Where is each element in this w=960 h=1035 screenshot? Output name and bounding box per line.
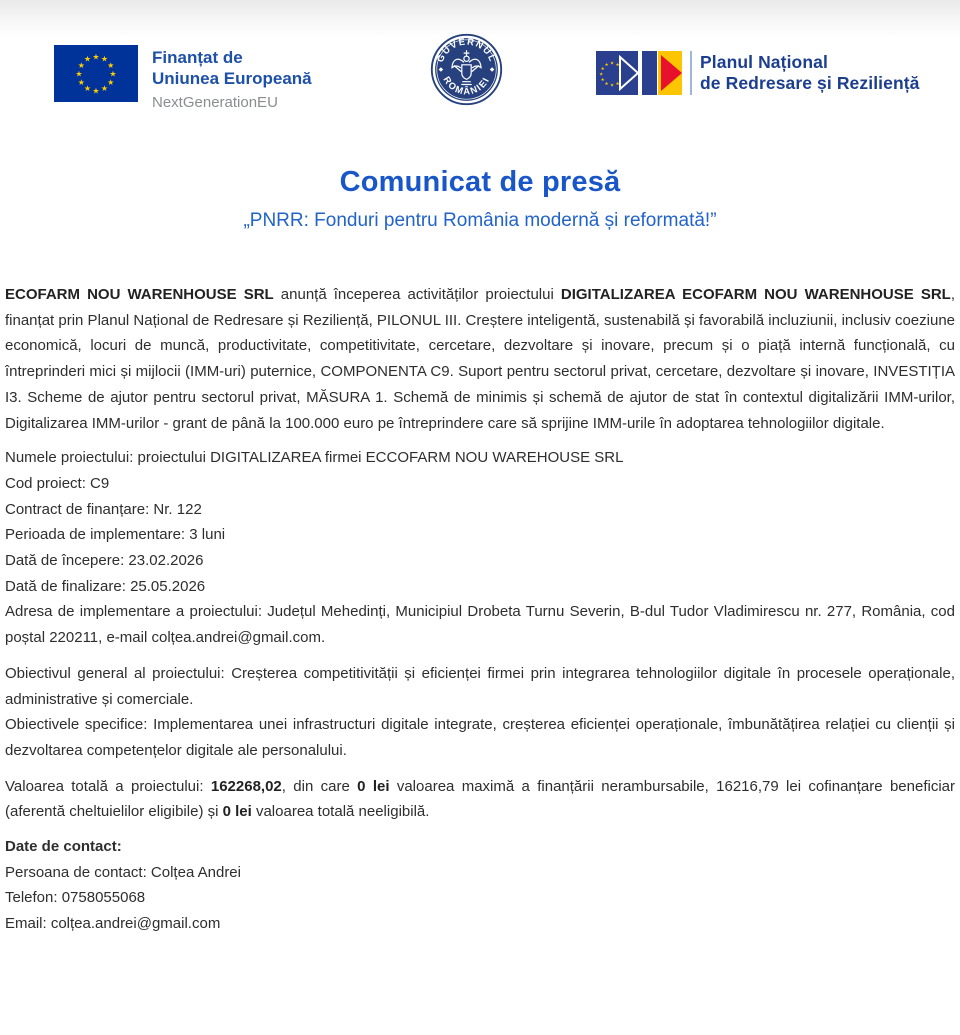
detail-end-date: Dată de finalizare: 25.05.2026 — [5, 577, 206, 595]
gov-seal-arc-bottom: ROMÂNIEI — [441, 74, 492, 97]
contact-email: Email: colțea.andrei@gmail.com — [5, 915, 221, 933]
contact-heading: Date de contact: — [5, 838, 122, 856]
svg-text:★: ★ — [107, 60, 115, 70]
svg-text:★: ★ — [83, 84, 92, 93]
svg-text:★: ★ — [83, 54, 92, 64]
svg-text:★: ★ — [92, 86, 100, 96]
svg-text:★: ★ — [107, 77, 115, 87]
contact-phone: Telefon: 0758055068 — [5, 889, 146, 907]
svg-text:★: ★ — [599, 72, 604, 78]
detail-contract: Contract de finanțare: Nr. 122 — [5, 500, 202, 518]
detail-start-date: Dată de începere: 23.02.2026 — [5, 552, 204, 570]
press-release-body — [0, 282, 960, 937]
intro-paragraph: ECOFARM NOU WARENHOUSE SRL anunță începerea activităților proiectului DIGITALIZAREA ECOFARM NOU WARENHOUSE SRL, finanțat prin Planul Național de Redresare și Reziliență, PILONUL III. Creștere inteligentă, sustenabilă și favorabilă incluziunii, inclusiv coeziune economică, locuri de muncă, productivitate, competitivitate, cercetare, dezvoltare și inovare, precum și o piață internă funcțională, cu întreprinderi mici și mijlocii (IMM-uri) puternice, COMPONENTA C9. Suport pentru sectorul privat, cercetare, dezvoltare și inovare, INVESTIȚIA I3. Scheme de ajutor pentru sectorul privat, MĂSURA 1. Schemă de minimis și schemă de ajutor de stat în contextul digitalizării IMM-urilor, Digitalizarea IMM-urilor - grant de până la 100.000 euro pe întreprindere care să sprijine IMM-urile în adoptarea tehnologiilor digitale. — [5, 286, 955, 432]
page-title: Comunicat de presă — [339, 166, 621, 198]
contact-section — [5, 834, 955, 937]
eu-logo-text — [152, 45, 312, 112]
objective-specific: Obiectivele specifice: Implementarea unei infrastructuri digitale integrate, creșterea eficienței operaționale, îmbunătățirea relației cu clienții și dezvoltarea competențelor digitale ale personalului. — [5, 716, 955, 759]
svg-text:★: ★ — [77, 77, 85, 87]
svg-text:★: ★ — [615, 82, 620, 87]
svg-text:★: ★ — [92, 52, 100, 62]
pnrr-logo — [596, 50, 920, 96]
detail-address: Adresa de implementare a proiectului: Județul Mehedinți, Municipiul Drobeta Turnu Severin, B-dul Tudor Vladimirescu nr. 277, România, cod poștal 220211, e-mail colțea.andrei@gmail.com. — [5, 603, 955, 647]
project-value-paragraph: Valoarea totală a proiectului: 162268,02, din care 0 lei valoarea maximă a finanțării nerambursabile, 16216,79 lei cofinanțare beneficiar (aferentă cheltuielilor eligibile) și 0 lei valoarea totală neeligibilă. — [5, 777, 955, 821]
pnrr-logo-text — [700, 52, 920, 94]
svg-text:★: ★ — [615, 63, 620, 69]
svg-text:★: ★ — [604, 82, 609, 87]
svg-text:★: ★ — [600, 78, 605, 83]
pnrr-logo-line1: Planul Național — [700, 52, 828, 72]
eu-logo-line2: Uniunea Europeană — [152, 69, 312, 88]
eu-logo-line1: Finanțat de — [152, 48, 243, 67]
project-details — [5, 445, 955, 651]
svg-text:★: ★ — [100, 54, 109, 64]
eu-flag-icon — [54, 45, 138, 102]
detail-period: Perioada de implementare: 3 luni — [5, 526, 226, 544]
detail-project-code: Cod proiect: C9 — [5, 474, 110, 492]
pnrr-arrows-icon — [596, 50, 682, 96]
contact-person: Persoana de contact: Colțea Andrei — [5, 863, 241, 881]
gov-romania-seal-icon — [429, 32, 504, 107]
pnrr-divider — [690, 51, 692, 95]
svg-text:★: ★ — [609, 61, 615, 67]
svg-text:★: ★ — [609, 83, 615, 89]
svg-text:★: ★ — [600, 67, 605, 73]
eu-logo-line3: NextGenerationEU — [152, 94, 278, 111]
eu-funded-logo — [54, 45, 312, 112]
svg-text:★: ★ — [109, 69, 117, 79]
detail-project-name: Numele proiectului: proiectului DIGITALIZAREA firmei ECCOFARM NOU WAREHOUSE SRL — [5, 449, 624, 467]
logo-header — [0, 0, 960, 118]
svg-text:★: ★ — [75, 69, 83, 79]
objective-general: Obiectivul general al proiectului: Creșterea competitivității și eficienței firmei prin integrarea tehnologiilor digitale în procesele operaționale, administrative și comerciale. — [5, 664, 955, 708]
svg-text:★: ★ — [100, 84, 109, 93]
pnrr-logo-line2: de Redresare și Reziliență — [700, 73, 920, 93]
svg-text:★: ★ — [77, 60, 85, 70]
gov-seal-arc-top: GUVERNUL — [434, 36, 499, 64]
objectives-section — [5, 661, 955, 764]
page-subtitle: „PNRR: Fonduri pentru România modernă și reformată!” — [243, 210, 717, 231]
svg-text:★: ★ — [604, 63, 609, 69]
